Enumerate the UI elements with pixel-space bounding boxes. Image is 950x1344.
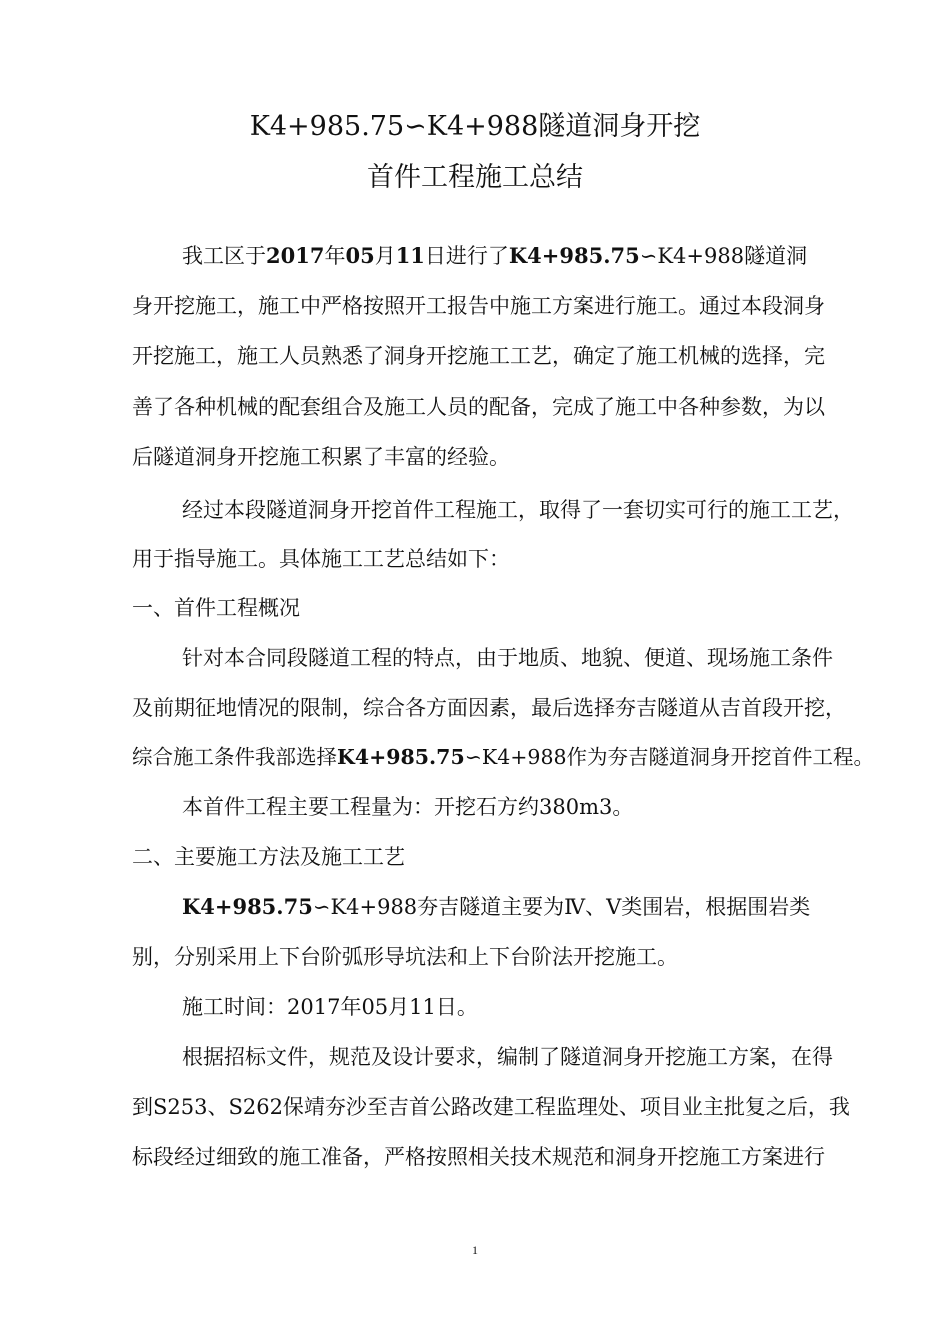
text-run: 综合施工条件我部选择 [132,745,337,769]
paragraph-3-line-3 [132,743,874,771]
paragraph-5-line-1 [182,893,810,921]
paragraph-1-line-5: 后隧道洞身开挖施工积累了丰富的经验。 [132,445,510,469]
paragraph-1-line-2: 身开挖施工，施工中严格按照开工报告中施工方案进行施工。通过本段洞身 [132,294,825,318]
paragraph-3-line-1: 针对本合同段隧道工程的特点，由于地质、地貌、便道、现场施工条件 [182,646,833,670]
paragraph-1-line-3: 开挖施工，施工人员熟悉了洞身开挖施工工艺，确定了施工机械的选择，完 [132,344,825,368]
paragraph-2-line-2: 用于指导施工。具体施工工艺总结如下： [132,547,510,571]
text-run: ∽K4+988隧道洞 [639,244,808,268]
section-heading-2: 二、主要施工方法及施工工艺 [132,845,405,869]
paragraph-2-line-1: 经过本段隧道洞身开挖首件工程施工，取得了一套切实可行的施工工艺， [182,498,854,522]
paragraph-7-line-1: 根据招标文件，规范及设计要求，编制了隧道洞身开挖施工方案，在得 [182,1045,833,1069]
text-run: 日进行了 [424,244,509,268]
paragraph-7-line-2: 到S253、S262保靖夯沙至吉首公路改建工程监理处、项目业主批复之后，我 [132,1095,850,1119]
year-text: 2017 [266,243,325,268]
text-run: 月 [374,244,396,268]
station-text: K4+985.75 [508,243,640,268]
text-run: ∽K4+988夯吉隧道主要为Ⅳ、Ⅴ类围岩，根据围岩类 [312,895,811,919]
section-heading-1: 一、首件工程概况 [132,596,300,620]
paragraph-7-line-3: 标段经过细致的施工准备，严格按照相关技术规范和洞身开挖施工方案进行 [132,1145,825,1169]
text-run: 我工区于 [182,244,266,268]
paragraph-4: 本首件工程主要工程量为：开挖石方约380m3。 [182,795,634,819]
station-text: K4+985.75 [337,745,465,769]
paragraph-1-line-4: 善了各种机械的配套组合及施工人员的配备，完成了施工中各种参数，为以 [132,395,825,419]
text-run: 年 [324,244,346,268]
document-title-line-2: 首件工程施工总结 [367,162,583,193]
paragraph-1-line-1 [182,242,807,270]
month-text: 05 [345,243,375,268]
paragraph-3-line-2: 及前期征地情况的限制，综合各方面因素，最后选择夯吉隧道从吉首段开挖， [132,696,846,720]
paragraph-6: 施工时间：2017年05月11日。 [182,995,478,1019]
day-text: 11 [395,243,425,268]
text-run: ∽K4+988作为夯吉隧道洞身开挖首件工程。 [464,745,875,769]
page-number: 1 [472,1243,478,1257]
station-text: K4+985.75 [182,894,313,919]
paragraph-5-line-2: 别，分别采用上下台阶弧形导坑法和上下台阶法开挖施工。 [132,945,678,969]
document-title-line-1: K4+985.75∽K4+988隧道洞身开挖 [249,111,701,142]
